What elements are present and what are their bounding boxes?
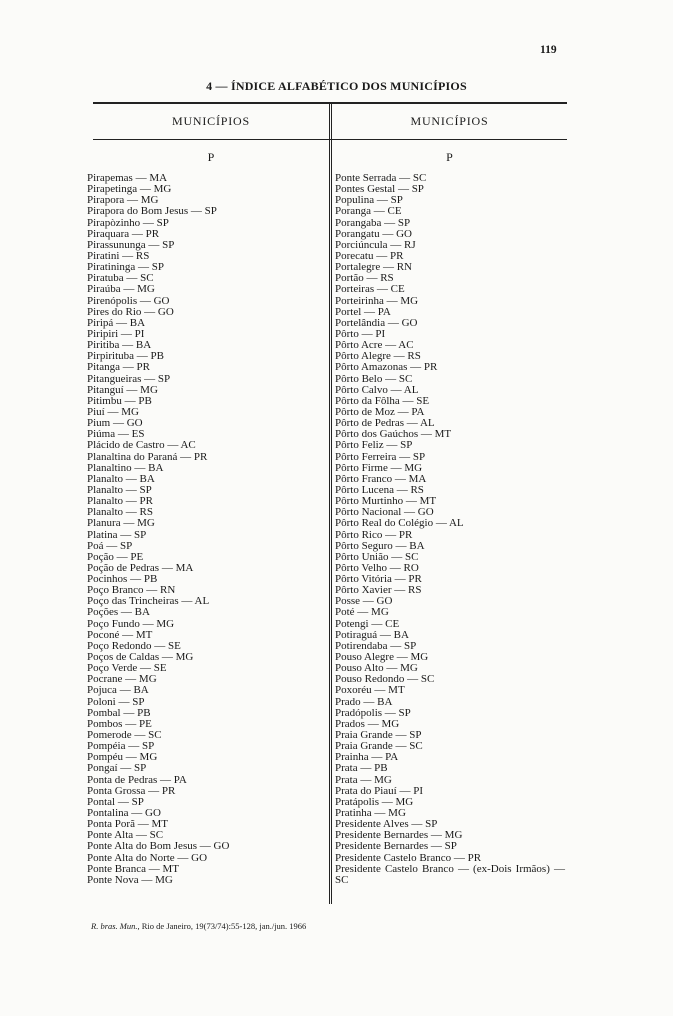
list-item: Pôrto Xavier — RS xyxy=(335,584,422,597)
list-item: Platina — SP xyxy=(87,528,147,541)
list-item: Posse — GO xyxy=(335,595,393,608)
list-item: Ponte Alta do Bom Jesus — GO xyxy=(87,840,230,853)
list-item: Pocinhos — PB xyxy=(87,573,158,586)
list-item: Pôrto Nacional — GO xyxy=(335,506,434,519)
list-item: Planalto — PR xyxy=(87,495,154,508)
list-item: Pontes Gestal — SP xyxy=(335,183,424,196)
list-item: Potengi — CE xyxy=(335,617,400,630)
list-item: Pôrto Calvo — AL xyxy=(335,383,419,396)
list-item: Pôrto Amazonas — PR xyxy=(335,361,438,374)
list-item: Prata — MG xyxy=(335,773,392,786)
list-item: Pôrto Lucena — RS xyxy=(335,483,424,496)
list-item: Prata do Piauí — PI xyxy=(335,784,423,797)
column-header-left: MUNICÍPIOS xyxy=(171,114,250,128)
list-item: Pombal — PB xyxy=(87,706,151,719)
list-item: Piraquara — PR xyxy=(87,227,160,240)
municipality-list-right xyxy=(335,173,565,886)
list-item: Pouso Alto — MG xyxy=(335,662,418,675)
list-item: Pôrto União — SC xyxy=(335,550,419,563)
list-item: Pôrto Ferreira — SP xyxy=(335,450,426,463)
list-item: Planalto — SP xyxy=(87,483,152,496)
list-item: Poço Verde — SE xyxy=(87,662,167,675)
list-item: Pôrto Rico — PR xyxy=(335,528,413,541)
footer-citation xyxy=(91,921,306,931)
list-item: Pomerode — SC xyxy=(87,729,162,742)
list-item: Pirapora — MG xyxy=(87,194,159,207)
list-item: Porciúncula — RJ xyxy=(335,238,416,251)
list-item: Pocrane — MG xyxy=(87,673,157,686)
list-item: Pôrto Franco — MA xyxy=(335,472,427,485)
list-item: Portão — RS xyxy=(335,272,394,285)
list-item: Pradópolis — SP xyxy=(335,706,411,719)
list-item: Presidente Bernardes — SP xyxy=(335,840,457,853)
list-item: Ponte Branca — MT xyxy=(87,862,179,875)
list-item: Ponte Serrada — SC xyxy=(335,172,427,184)
list-item: Planaltina do Paraná — PR xyxy=(87,450,208,463)
journal-name: R. bras. Mun., xyxy=(91,921,140,931)
list-item: Portel — PA xyxy=(335,305,391,318)
list-item: Poá — SP xyxy=(87,539,133,552)
list-item: Ponta de Pedras — PA xyxy=(87,773,187,786)
list-item: Poranga — CE xyxy=(335,205,402,218)
list-item: Pôrto Feliz — SP xyxy=(335,439,413,452)
list-item: Pôrto dos Gaúchos — MT xyxy=(335,428,452,441)
section-letter-right: P xyxy=(446,150,453,164)
list-item: Pires do Rio — GO xyxy=(87,305,174,318)
list-item: Piraúba — MG xyxy=(87,283,155,296)
list-item: Planalto — BA xyxy=(87,472,155,485)
list-item: Pôrto Real do Colégio — AL xyxy=(335,517,464,530)
list-item: Pombos — PE xyxy=(87,717,152,730)
list-item: Pitangueiras — SP xyxy=(87,372,171,385)
list-item: Pirapetinga — MG xyxy=(87,183,172,196)
list-item: Pitanga — PR xyxy=(87,361,150,374)
section-title: 4 — ÍNDICE ALFABÉTICO DOS MUNICÍPIOS xyxy=(206,79,467,93)
list-item: Ponta Porã — MT xyxy=(87,818,168,831)
list-item: Poloni — SP xyxy=(87,695,145,708)
list-item: Pontal — SP xyxy=(87,795,144,808)
list-item: Poço das Trincheiras — AL xyxy=(87,595,210,608)
list-item: Porteiras — CE xyxy=(335,283,405,296)
list-item: Poços de Caldas — MG xyxy=(87,651,194,664)
list-item: Pôrto Alegre — RS xyxy=(335,350,421,363)
list-item: Prata — PB xyxy=(335,762,388,775)
list-item: Pôrto — PI xyxy=(335,327,386,340)
list-item: Pratápolis — MG xyxy=(335,795,414,808)
list-item: Presidente Castelo Branco — (ex-Dois Irmãos) — SC xyxy=(335,862,565,886)
list-item: Pompéu — MG xyxy=(87,751,158,764)
list-item: Piratuba — SC xyxy=(87,272,154,285)
list-item: Poté — MG xyxy=(335,606,389,619)
list-item: Presidente Castelo Branco — PR xyxy=(335,851,482,864)
municipality-list-left xyxy=(87,173,327,886)
list-item: Pôrto Vitória — PR xyxy=(335,573,422,586)
list-item: Pôrto Velho — RO xyxy=(335,561,419,574)
list-item: Porangatu — GO xyxy=(335,227,412,240)
list-item: Poconé — MT xyxy=(87,628,153,641)
list-item: Porteirinha — MG xyxy=(335,294,419,307)
page-number: 119 xyxy=(540,44,557,56)
list-item: Pôrto Belo — SC xyxy=(335,372,413,385)
list-item: Presidente Alves — SP xyxy=(335,818,438,831)
list-item: Pôrto Seguro — BA xyxy=(335,539,425,552)
list-item: Pontalina — GO xyxy=(87,807,161,820)
list-item: Piripiri — PI xyxy=(87,327,145,340)
list-item: Pitimbu — PB xyxy=(87,394,152,407)
list-item: Piuí — MG xyxy=(87,405,139,418)
list-item: Ponta Grossa — PR xyxy=(87,784,176,797)
list-item: Poço Redondo — SE xyxy=(87,639,181,652)
list-item: Prado — BA xyxy=(335,695,393,708)
list-item: Pirapòzinho — SP xyxy=(87,216,169,229)
list-item: Pôrto Murtinho — MT xyxy=(335,495,437,508)
list-item: Pongaí — SP xyxy=(87,762,147,775)
list-item: Pompéia — SP xyxy=(87,740,155,753)
list-item: Piritiba — BA xyxy=(87,339,152,352)
list-item: Pojuca — BA xyxy=(87,684,149,697)
list-item: Poções — BA xyxy=(87,606,150,619)
section-letter-left: P xyxy=(207,150,215,164)
list-item: Pouso Redondo — SC xyxy=(335,673,435,686)
list-item: Portelândia — GO xyxy=(335,316,418,329)
list-item: Pirassununga — SP xyxy=(87,238,175,251)
list-item: Pirenópolis — GO xyxy=(87,294,170,307)
list-item: Poção — PE xyxy=(87,550,144,563)
list-item: Pium — GO xyxy=(87,417,143,430)
list-item: Praia Grande — SC xyxy=(335,740,423,753)
list-item: Prados — MG xyxy=(335,717,400,730)
list-item: Poço Fundo — MG xyxy=(87,617,175,630)
list-item: Piúma — ES xyxy=(87,428,145,441)
list-item: Pôrto Acre — AC xyxy=(335,339,414,352)
list-item: Portalegre — RN xyxy=(335,261,412,274)
citation-details: Rio de Janeiro, 19(73/74):55-128, jan./jun. 1966 xyxy=(141,921,307,931)
list-item: Plácido de Castro — AC xyxy=(87,439,196,452)
list-item: Pôrto da Fôlha — SE xyxy=(335,394,430,407)
list-item: Planalto — RS xyxy=(87,506,154,519)
list-item: Pôrto de Moz — PA xyxy=(335,405,425,418)
list-item: Pôrto de Pedras — AL xyxy=(335,417,435,430)
list-item: Ponte Nova — MG xyxy=(87,873,173,886)
list-item: Piratininga — SP xyxy=(87,261,165,274)
list-item: Presidente Bernardes — MG xyxy=(335,829,463,842)
list-item: Planura — MG xyxy=(87,517,155,530)
list-item: Pouso Alegre — MG xyxy=(335,651,429,664)
list-item: Planaltino — BA xyxy=(87,461,164,474)
list-item: Pôrto Firme — MG xyxy=(335,461,423,474)
list-item: Porangaba — SP xyxy=(335,216,411,229)
column-divider xyxy=(329,102,332,904)
list-item: Piripá — BA xyxy=(87,316,146,329)
list-item: Potiraguá — BA xyxy=(335,628,409,641)
list-item: Pirpirituba — PB xyxy=(87,350,165,363)
list-item: Pirapora do Bom Jesus — SP xyxy=(87,205,217,218)
list-item: Piratini — RS xyxy=(87,249,150,262)
list-item: Poço Branco — RN xyxy=(87,584,176,597)
list-item: Pirapemas — MA xyxy=(87,172,168,184)
list-item: Poção de Pedras — MA xyxy=(87,561,194,574)
list-item: Ponte Alta — SC xyxy=(87,829,164,842)
list-item: Potirendaba — SP xyxy=(335,639,417,652)
list-item: Pratinha — MG xyxy=(335,807,406,820)
list-item: Praia Grande — SP xyxy=(335,729,422,742)
list-item: Porecatu — PR xyxy=(335,249,404,262)
list-item: Prainha — PA xyxy=(335,751,399,764)
list-item: Populina — SP xyxy=(335,194,403,207)
list-item: Ponte Alta do Norte — GO xyxy=(87,851,208,864)
list-item: Poxoréu — MT xyxy=(335,684,405,697)
list-item: Pitanguí — MG xyxy=(87,383,158,396)
column-header-right: MUNICÍPIOS xyxy=(410,114,489,128)
